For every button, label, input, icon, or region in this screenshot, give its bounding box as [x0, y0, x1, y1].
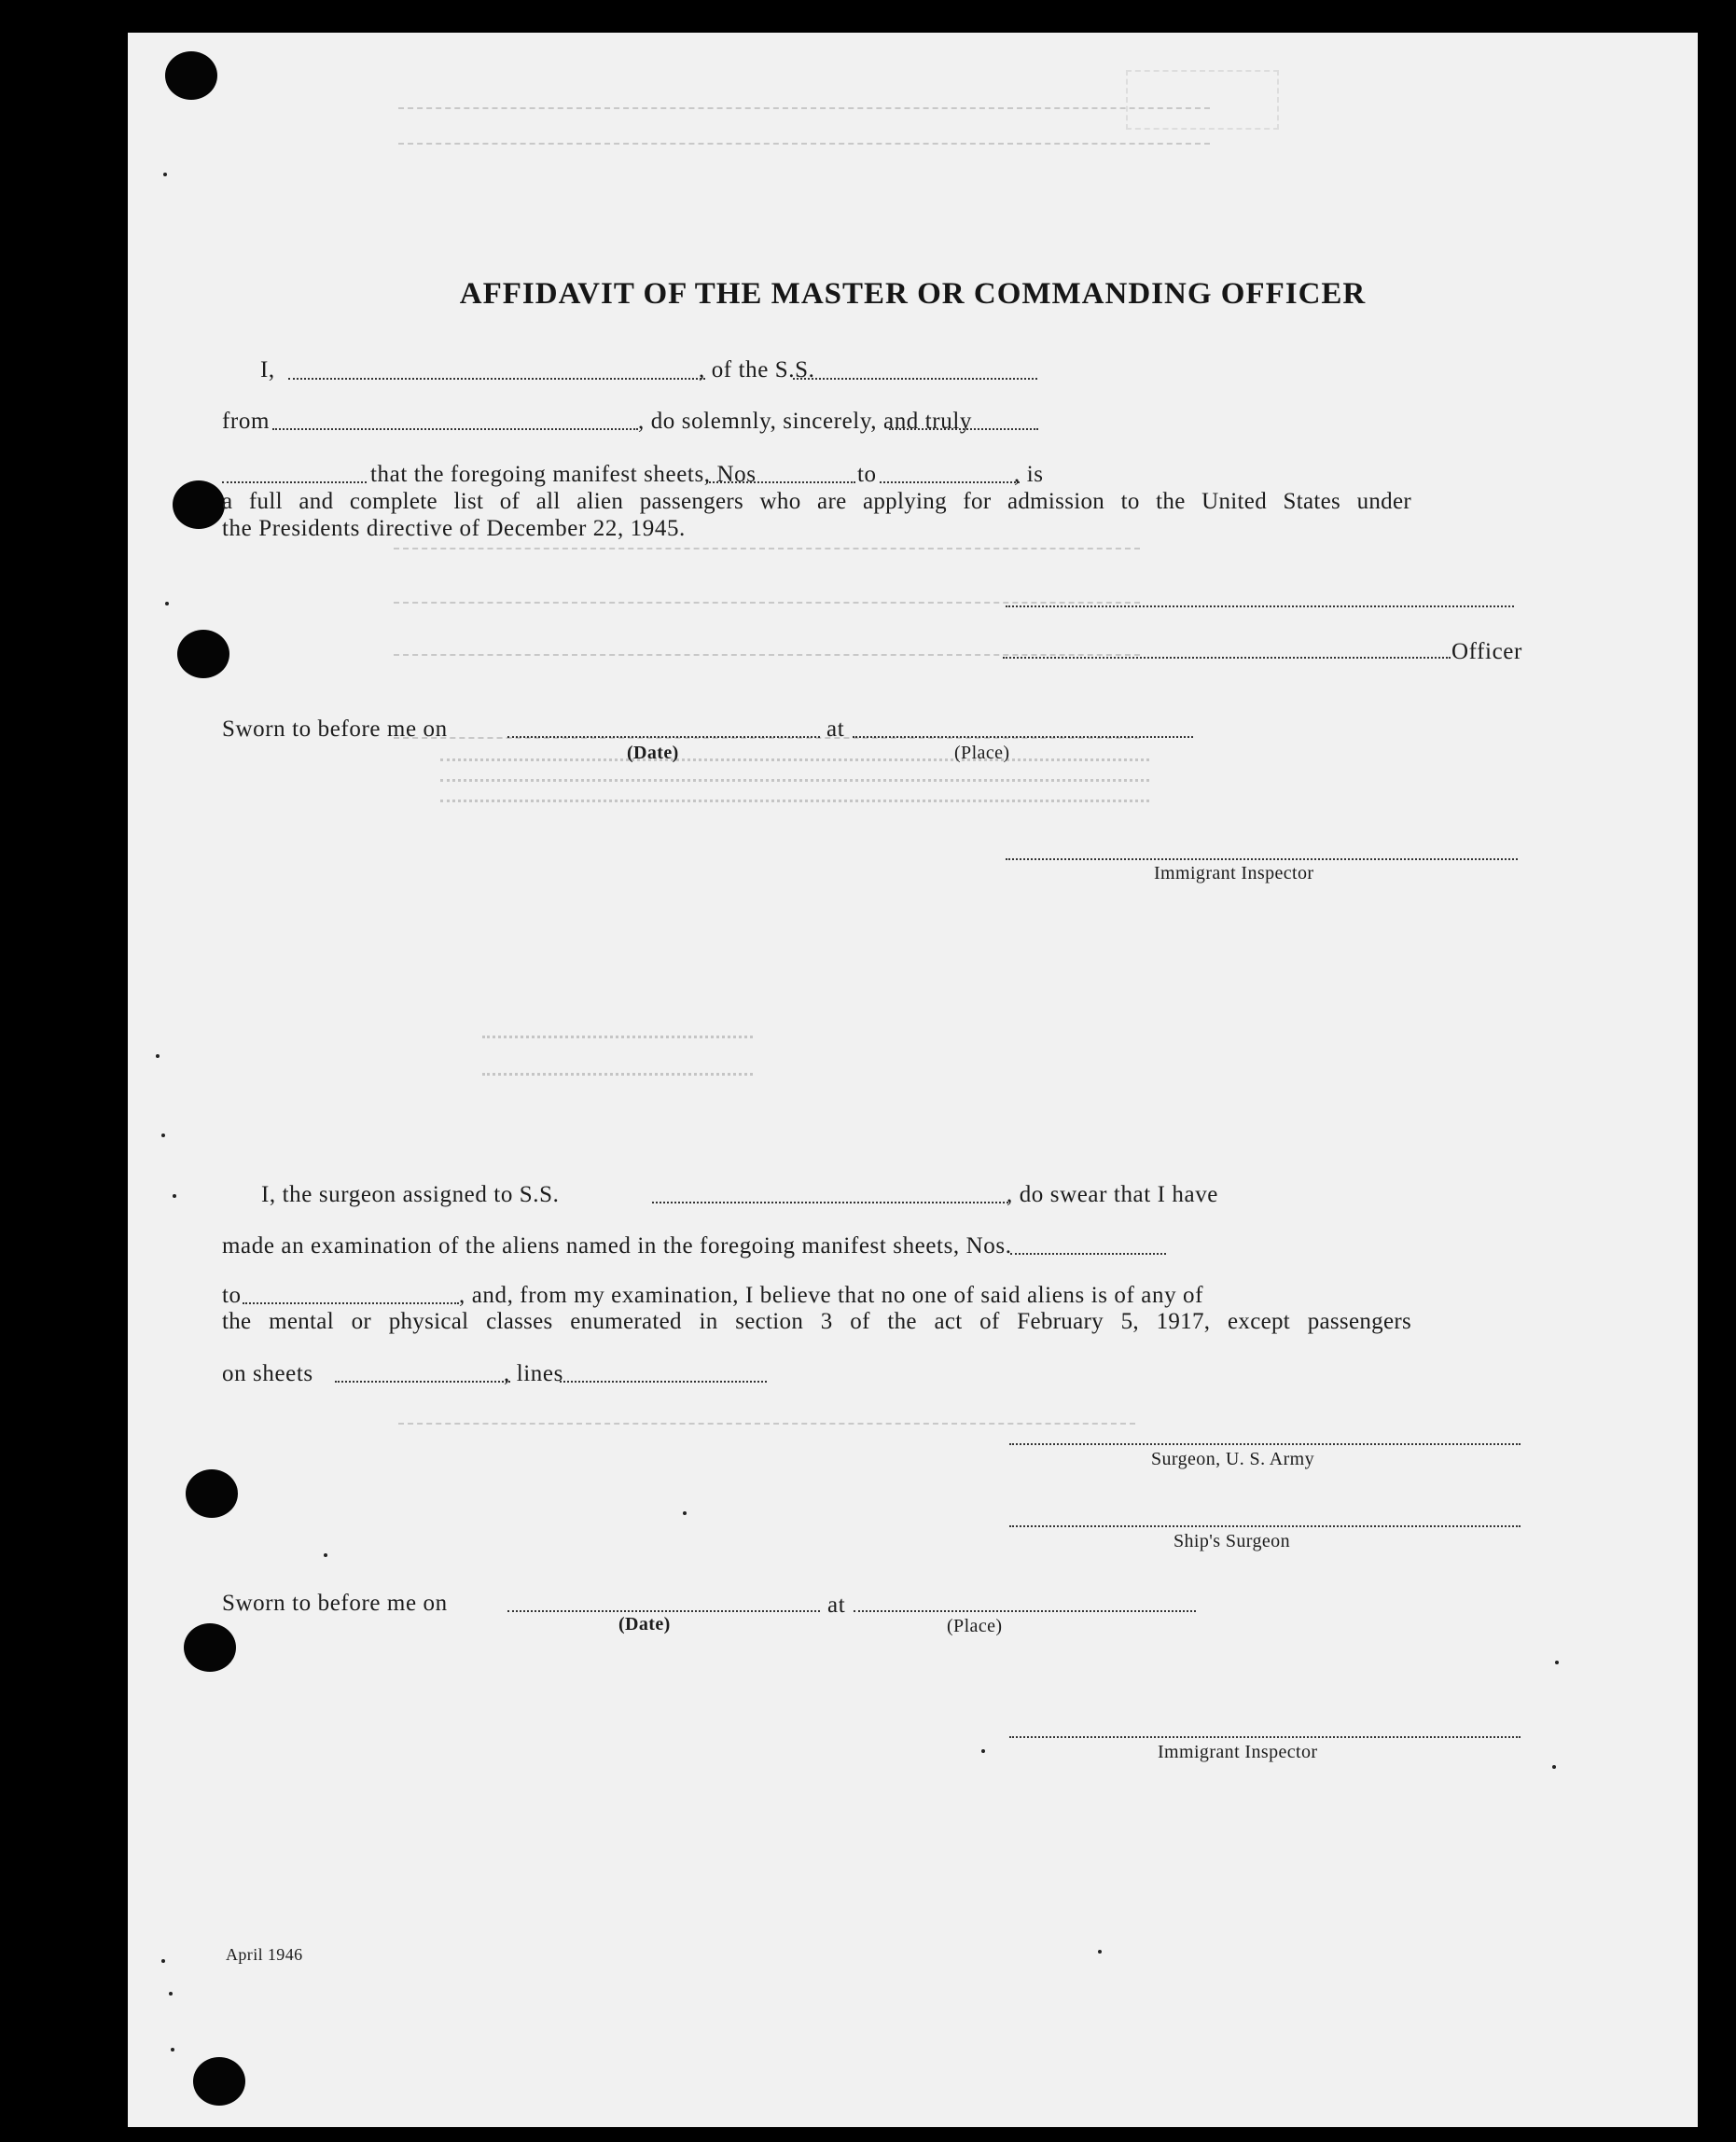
sworn2-inspector-field[interactable]: [1009, 1736, 1521, 1738]
speck: [981, 1749, 985, 1753]
master-declare-field[interactable]: [222, 481, 367, 483]
speck: [683, 1511, 687, 1515]
sworn1-inspector-field[interactable]: [1006, 858, 1518, 860]
master-ship-field[interactable]: [793, 378, 1037, 380]
speck: [156, 1054, 160, 1058]
officer-label: Officer: [1451, 639, 1522, 664]
surgeon-to-field[interactable]: [243, 1302, 459, 1304]
bleed-through-dots: [482, 1036, 753, 1038]
speck: [173, 1194, 176, 1198]
punch-hole: [186, 1469, 238, 1518]
sworn1-inspector-caption: Immigrant Inspector: [1154, 863, 1314, 883]
master-is-label: , is: [1014, 462, 1044, 487]
sworn2-at-label: at: [827, 1593, 846, 1618]
document-title: AFFIDAVIT OF THE MASTER OR COMMANDING OFFICER: [459, 277, 1367, 311]
surgeon-lines-label: , lines: [504, 1361, 563, 1386]
form-date: April 1946: [226, 1945, 303, 1964]
punch-hole: [165, 51, 217, 100]
officer-title-field[interactable]: [1003, 657, 1451, 659]
speck: [324, 1553, 327, 1557]
master-directive-text: the Presidents directive of December 22, 1945.: [222, 516, 686, 541]
speck: [169, 1992, 173, 1996]
speck: [1098, 1950, 1102, 1954]
sworn1-date-caption: (Date): [627, 743, 679, 763]
sworn2-date-field[interactable]: [507, 1610, 820, 1612]
surgeon-lines-field[interactable]: [560, 1381, 767, 1383]
speck: [171, 2048, 174, 2052]
sworn1-text: Sworn to before me on: [222, 716, 448, 742]
sworn2-text: Sworn to before me on: [222, 1591, 448, 1616]
master-nos-to-field[interactable]: [880, 481, 1020, 483]
surgeon-line1-text: I, the surgeon assigned to S.S.: [261, 1182, 560, 1207]
master-to-label: to: [857, 462, 877, 487]
punch-hole: [173, 480, 225, 529]
speck: [1552, 1765, 1556, 1769]
speck: [161, 1959, 165, 1963]
army-surgeon-signature-field[interactable]: [1009, 1443, 1521, 1445]
master-nos-from-field[interactable]: [706, 481, 855, 483]
bleed-through-line: [398, 143, 1210, 145]
sworn1-date-field[interactable]: [507, 736, 820, 738]
surgeon-line3-rest: , and, from my examination, I believe that no one of said aliens is of any of: [459, 1283, 1204, 1308]
surgeon-line2-text: made an examination of the aliens named in the foregoing manifest sheets, Nos.: [222, 1233, 1012, 1259]
master-solemnly-label: , do solemnly, sincerely, and truly: [638, 409, 972, 434]
sworn2-place-caption: (Place): [947, 1616, 1003, 1636]
surgeon-to-label: to: [222, 1283, 242, 1308]
master-of-ss-label: , of the S.S.: [699, 357, 815, 382]
surgeon-sheets-label: on sheets: [222, 1361, 313, 1386]
document-page: [128, 33, 1698, 2127]
speck: [1555, 1661, 1559, 1664]
surgeon-line1-end: , do swear that I have: [1007, 1182, 1219, 1207]
bleed-through-dots: [440, 800, 1149, 802]
sworn1-at-label: at: [826, 716, 845, 742]
surgeon-nos-field[interactable]: [1010, 1253, 1166, 1255]
punch-hole: [177, 630, 229, 678]
sworn1-place-caption: (Place): [954, 743, 1010, 763]
bleed-through-dots: [440, 758, 1149, 761]
ship-surgeon-signature-field[interactable]: [1009, 1525, 1521, 1527]
bleed-through-stamp: [1126, 70, 1279, 130]
bleed-through-line: [394, 548, 1140, 549]
master-i-label: I,: [260, 357, 275, 382]
bleed-through-dots: [482, 1073, 753, 1076]
bleed-through-line: [394, 654, 1140, 656]
punch-hole: [184, 1623, 236, 1672]
master-manifest-label: that the foregoing manifest sheets, Nos: [370, 462, 757, 487]
sworn2-date-caption: (Date): [618, 1614, 671, 1634]
sworn2-inspector-caption: Immigrant Inspector: [1158, 1742, 1318, 1762]
speck: [163, 173, 167, 176]
master-list-text: a full and complete list of all alien passengers who are applying for admission to the United States under: [222, 489, 1411, 514]
master-from-label: from: [222, 409, 270, 434]
bleed-through-line: [398, 107, 1210, 109]
surgeon-ship-field[interactable]: [652, 1202, 1008, 1203]
speck: [165, 602, 169, 605]
bleed-through-dots: [440, 779, 1149, 782]
army-surgeon-caption: Surgeon, U. S. Army: [1151, 1449, 1315, 1469]
officer-signature-field[interactable]: [1006, 605, 1514, 607]
punch-hole: [193, 2057, 245, 2106]
sworn2-place-field[interactable]: [854, 1610, 1196, 1612]
master-port-field[interactable]: [272, 428, 638, 430]
surgeon-sheets-field[interactable]: [335, 1381, 510, 1383]
surgeon-line4-text: the mental or physical classes enumerated in section 3 of the act of February 5, 1917, except passengers: [222, 1309, 1411, 1334]
master-name-field[interactable]: [288, 378, 705, 380]
bleed-through-line: [394, 602, 1140, 604]
master-oath-field[interactable]: [889, 428, 1038, 430]
speck: [161, 1134, 165, 1137]
sworn1-place-field[interactable]: [853, 736, 1193, 738]
ship-surgeon-caption: Ship's Surgeon: [1174, 1531, 1290, 1551]
bleed-through-line: [398, 1423, 1135, 1425]
